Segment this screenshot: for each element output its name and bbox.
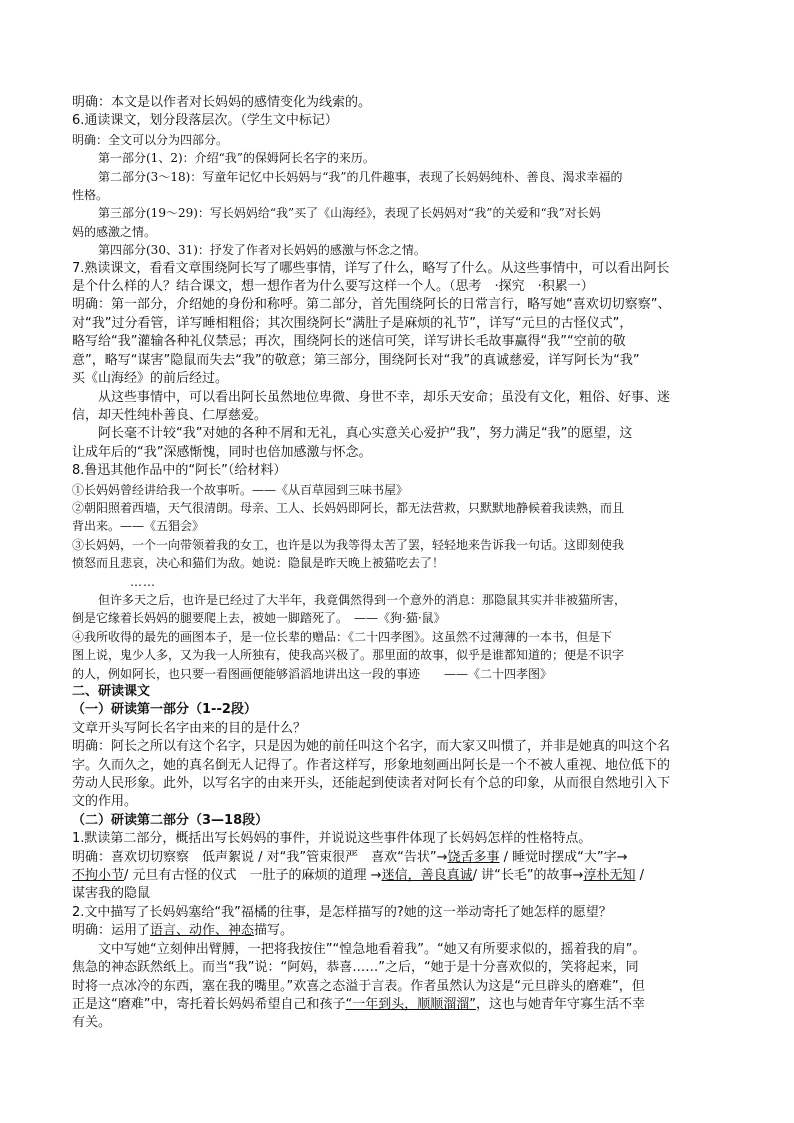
- study-answer-line: 谋害我的隐鼠: [72, 886, 151, 902]
- paragraph-line: 时将一点冰冷的东西，塞在我的嘴里。”欢喜之态溢于言表。作者虽然认为这是“元旦辟头的磨难”，但: [72, 978, 645, 994]
- text-line: ①长妈妈曾经讲给我一个故事听。——《从百草园到三味书屋》: [72, 482, 409, 497]
- text-line: 7.熟读课文，看看文章围绕阿长写了哪些事情，详写了什么，略写了什么。从这些事情中，可以看出阿长: [72, 260, 670, 276]
- text-line: 第四部分(30、31)：抒发了作者对长妈妈的感激与怀念之情。: [98, 243, 426, 258]
- text-line: 买《山海经》的前后经过。: [72, 371, 229, 387]
- text-line: 图上说，鬼少人多，又为我一人所独有，使我高兴极了。那里面的故事，似乎是谁都知道的；便是不识字: [72, 648, 625, 663]
- text-line: （二）研读第二部分（3—18段）: [72, 812, 269, 828]
- underlined-keyword: “一年到头，顺顺溜溜”: [345, 996, 476, 1012]
- text-line: 但许多天之后，也许是已经过了大半年，我竟偶然得到一个意外的消息：那隐鼠其实并非被猫所害，: [98, 592, 627, 607]
- text-line: 意”，略写“谋害”隐鼠而失去“我”的敬意；第三部分，围绕阿长对“我”的真诚慈爱，详写阿长为“我”: [72, 352, 640, 368]
- study-answer-line: [72, 849, 724, 867]
- study-answer-line: [72, 867, 724, 885]
- underlined-keyword: 不拘小节: [72, 868, 125, 884]
- text-span: ，这也与她青年守寡生活不幸: [475, 996, 645, 1012]
- text-line: 信，却天性纯朴善良、仁厚慈爱。: [72, 407, 268, 423]
- text-line: 愤怒而且悲哀，决心和猫们为敌。她说：隐鼠是昨天晚上被猫吃去了！: [72, 556, 445, 571]
- text-span: 明确：运用了: [72, 923, 151, 939]
- paragraph-line: 文中写她“立刻伸出臂膊，一把将我按住”“惶急地看着我”。“她又有所要求似的，摇着我的肩”。: [98, 941, 646, 957]
- text-line: 倒是它缘着长妈妈的腿要爬上去，被她一脚踏死了。 ——《狗·猫·鼠》: [72, 611, 446, 626]
- text-line: 的人，例如阿长，也只要一看图画便能够滔滔地讲出这一段的事迹 ——《二十四孝图》: [72, 666, 553, 681]
- text-span: 正是这“磨难”中，寄托着长妈妈希望自己和孩子: [72, 996, 346, 1012]
- study-answer-1: [72, 849, 724, 904]
- text-line: 文章开头写阿长名字由来的目的是什么？: [72, 720, 307, 736]
- paragraph-line: 焦急的神态跃然纸上。而当“我”说：“阿妈，恭喜……”之后，“她于是十分喜欢似的，笑将起来，同: [72, 960, 639, 976]
- text-line: 1.默读第二部分，概括出写长妈妈的事件，并说说这些事件体现了长妈妈怎样的性格特点。: [72, 831, 592, 847]
- text-line: 阿长毫不计较“我”对她的各种不屑和无礼，真心实意关心爱护“我”，努力满足“我”的愿望，这: [98, 426, 633, 442]
- text-span: 明确：喜欢切切察察 低声絮说 / 对“我”管束很严 喜欢“告状”→: [72, 849, 448, 865]
- text-span: /: [635, 868, 644, 884]
- text-line: 是个什么样的人？结合课文，想一想作者为什么要写这样一个人。（思考 ·探究 ·积累一）: [72, 279, 594, 295]
- text-line: ③长妈妈，一个一向带领着我的女工，也许是以为我等得太苦了罢，轻轻地来告诉我一句话。这即刻使我: [72, 537, 625, 552]
- text-line: 性格。: [72, 188, 109, 203]
- underlined-keyword: 淳朴无知: [583, 868, 636, 884]
- document-body: [72, 94, 724, 849]
- text-line: ……: [130, 574, 156, 589]
- text-line: 字。久而久之，她的真名倒无人记得了。作者这样写，形象地刻画出阿长是一个不被人重视、地位低下的: [72, 757, 671, 773]
- text-line: 第一部分(1、2)：介绍“我”的保姆阿长名字的来历。: [98, 151, 375, 166]
- text-line: 文的作用。: [72, 794, 138, 810]
- text-line: 略写给“我”灌输各种礼仪禁忌；再次，围绕阿长的迷信可笑，详写讲长毛故事赢得“我”“空前的敬: [72, 334, 626, 350]
- text-line: 从这些事情中，可以看出阿长虽然地位卑微、身世不幸，却乐天安命；虽没有文化，粗俗、好事、迷: [98, 389, 671, 405]
- paragraph-line: 有关。: [72, 1015, 112, 1031]
- text-line: 第三部分(19～29)：写长妈妈给“我”买了《山海经》，表现了长妈妈对“我”的关爱和“我”对长妈: [98, 206, 601, 221]
- text-span: / 讲“长毛”的故事→: [472, 868, 584, 884]
- text-line: 6.通读课文，划分段落层次。（学生文中标记）: [72, 113, 338, 129]
- question-2: 2.文中描写了长妈妈塞给“我”福橘的往事，是怎样描写的?她的这一举动寄托了她怎样的愿望？: [72, 904, 612, 920]
- text-line: 明确：阿长之所以有这个名字，只是因为她的前任叫这个名字，而大家又叫惯了，并非是她真的叫这个名: [72, 739, 671, 755]
- text-span: 描写。: [254, 923, 294, 939]
- text-span: / 元旦有古怪的仪式 一肚子的麻烦的道理 →: [124, 868, 382, 884]
- answer-2: [72, 922, 724, 940]
- text-line: 劳动人民形象。此外，以写名字的由来开头，还能起到使读者对阿长有个总的印象，从而很自然地引入下: [72, 776, 671, 792]
- text-line: 对“我”过分看管，详写睡相粗俗；其次围绕阿长“满肚子是麻烦的礼节”，详写“元旦的古怪仪式”，: [72, 315, 633, 331]
- text-span: / 睡觉时摆成“大”字→: [499, 849, 628, 865]
- document-page: [72, 94, 724, 1033]
- text-line: 妈的感激之情。: [72, 224, 157, 239]
- text-line: 明确：本文是以作者对长妈妈的感情变化为线索的。: [72, 95, 372, 110]
- paragraph-line: [72, 996, 724, 1014]
- text-line: 背出来。——《五猖会》: [72, 519, 205, 534]
- text-line: 明确：第一部分，介绍她的身份和称呼。第二部分，首先围绕阿长的日常言行，略写她“喜欢切切察察”、: [72, 297, 671, 313]
- text-line: 8.鲁迅其他作品中的“阿长”（给材料）: [72, 463, 287, 479]
- text-line: 第二部分(3～18)：写童年记忆中长妈妈与“我”的几件趣事，表现了长妈妈纯朴、善良、渴求幸福的: [98, 169, 623, 184]
- underlined-keyword: 迷信，善良真诚: [381, 868, 473, 884]
- underlined-keyword: 语言、动作、神态: [150, 923, 255, 939]
- text-line: 让成年后的“我”深感惭愧，同时也倍加感激与怀念。: [72, 444, 372, 460]
- text-line: ④我所收得的最先的画图本子，是一位长辈的赠品：《二十四孝图》。这虽然不过薄薄的一本书，但是下: [72, 629, 613, 644]
- text-line: ②朝阳照着西墙，天气很清朗。母亲、工人、长妈妈即阿长，都无法营救，只默默地静候着我读熟，而且: [72, 500, 625, 515]
- text-line: 明确：全文可以分为四部分。: [72, 132, 229, 147]
- underlined-keyword: 饶舌多事: [447, 849, 500, 865]
- text-line: 二、研读课文: [72, 684, 151, 699]
- text-line: （一）研读第一部分（1--2段）: [72, 702, 257, 718]
